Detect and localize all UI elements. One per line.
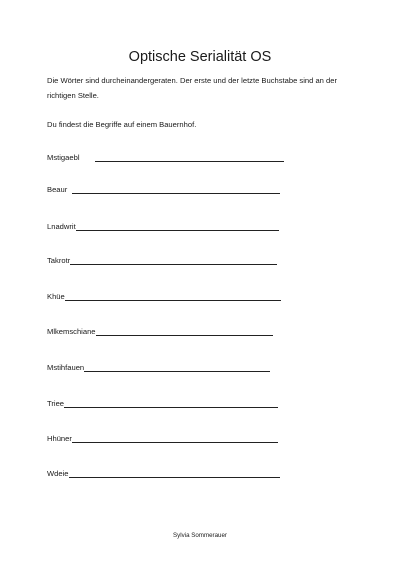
exercise-row <box>47 220 279 232</box>
exercise-row <box>47 290 281 302</box>
answer-line[interactable] <box>96 335 273 336</box>
answer-line[interactable] <box>72 442 278 443</box>
exercise-row <box>47 325 273 337</box>
exercise-row <box>47 361 270 373</box>
scrambled-word: Hhüner <box>47 434 72 443</box>
exercise-row <box>47 183 280 195</box>
hint-text: Du findest die Begriffe auf einem Bauernhof. <box>47 120 197 129</box>
scrambled-word: Takrotr <box>47 256 71 265</box>
scrambled-word: Mstigaebl <box>47 153 80 162</box>
scrambled-word: Wdeie <box>47 469 69 478</box>
answer-line[interactable] <box>84 371 270 372</box>
answer-line[interactable] <box>65 300 281 301</box>
exercise-row <box>47 151 284 163</box>
exercise-row <box>47 254 277 266</box>
answer-line[interactable] <box>64 407 278 408</box>
answer-line[interactable] <box>69 477 280 478</box>
worksheet-title: Optische Serialität OS <box>128 49 272 65</box>
scrambled-word: Triee <box>47 399 65 408</box>
exercise-row <box>47 397 278 409</box>
instructions-text: Die Wörter sind durcheinandergeraten. Der erste und der letzte Buchstabe sind an der richtigen Stelle. <box>47 76 337 100</box>
exercise-row <box>47 467 280 479</box>
scrambled-word: Lnadwrit <box>47 222 76 231</box>
answer-line[interactable] <box>76 230 279 231</box>
scrambled-word: Mstihfauen <box>47 363 85 372</box>
scrambled-word: Beaur <box>47 185 68 194</box>
author-footer: Sylvia Sommerauer <box>173 532 227 539</box>
answer-line[interactable] <box>95 161 284 162</box>
answer-line[interactable] <box>70 264 277 265</box>
answer-line[interactable] <box>72 193 280 194</box>
scrambled-word: Khüe <box>47 292 65 301</box>
exercise-row <box>47 432 278 444</box>
scrambled-word: Mlkemschiane <box>47 327 96 336</box>
